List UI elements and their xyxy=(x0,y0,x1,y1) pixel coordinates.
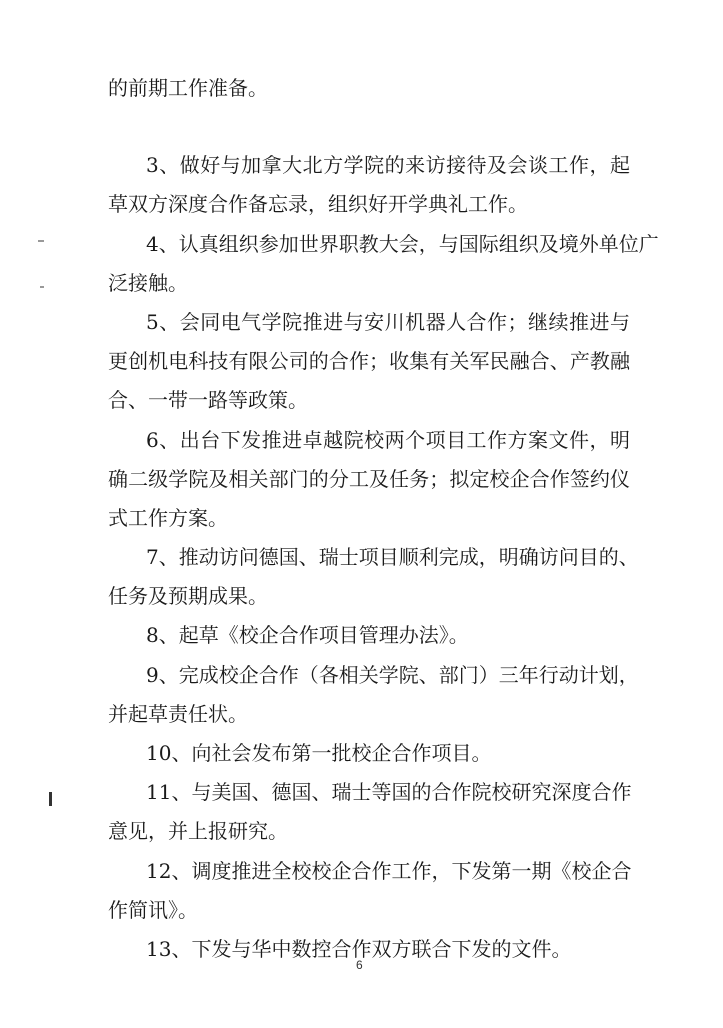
text-line: 12、调度推进全校校企合作工作，下发第一期《校企合 xyxy=(146,858,632,883)
text-line: 9、完成校企合作（各相关学院、部门）三年行动计划， xyxy=(146,662,639,687)
text-line: 5、会同电气学院推进与安川机器人合作；继续推进与 xyxy=(146,309,630,334)
text-line: 泛接触。 xyxy=(108,270,188,295)
text-line: 确二级学院及相关部门的分工及任务；拟定校企合作签约仪 xyxy=(108,466,630,491)
paragraph-item xyxy=(108,857,630,935)
text-line: 并起草责任状。 xyxy=(108,701,248,726)
scan-mark xyxy=(38,240,44,242)
text-line: 3、做好与加拿大北方学院的来访接待及会谈工作，起 xyxy=(146,153,630,178)
paragraph-item xyxy=(108,308,630,426)
paragraph-item xyxy=(108,230,659,308)
text-line: 的前期工作准备。 xyxy=(108,76,268,100)
text-line: 草双方深度合作备忘录，组织好开学典礼工作。 xyxy=(108,192,528,217)
text-line: 合、一带一路等政策。 xyxy=(108,388,308,413)
paragraph-continuation xyxy=(108,74,630,113)
text-line: 式工作方案。 xyxy=(108,505,228,530)
text-line: 更创机电科技有限公司的合作；收集有关军民融合、产教融 xyxy=(108,349,630,374)
scan-mark xyxy=(49,792,52,806)
page-number: 6 xyxy=(356,958,363,972)
paragraph-item xyxy=(108,739,630,778)
paragraph-item xyxy=(108,621,630,660)
text-line: 10、向社会发布第一批校企合作项目。 xyxy=(146,741,492,765)
paragraph-item xyxy=(108,778,630,856)
text-line: 6、出台下发推进卓越院校两个项目工作方案文件，明 xyxy=(146,427,630,452)
text-line: 8、起草《校企合作项目管理办法》。 xyxy=(146,623,469,648)
text-line: 13、下发与华中数控合作双方联合下发的文件。 xyxy=(146,936,572,961)
text-line: 作简讯》。 xyxy=(108,897,198,922)
paragraph-item xyxy=(108,426,630,544)
text-line: 7、推动访问德国、瑞士项目顺利完成，明确访问目的、 xyxy=(146,545,639,570)
paragraph-item xyxy=(108,151,630,229)
text-line: 11、与美国、德国、瑞士等国的合作院校研究深度合作 xyxy=(146,780,632,805)
text-line: 任务及预期成果。 xyxy=(108,584,268,609)
scan-mark xyxy=(40,286,44,288)
paragraph-item xyxy=(108,661,639,739)
text-line: 意见，并上报研究。 xyxy=(108,819,288,844)
text-line: 4、认真组织参加世界职教大会，与国际组织及境外单位广 xyxy=(146,231,659,256)
document-body xyxy=(108,74,659,974)
paragraph-item xyxy=(108,543,639,621)
paragraph-item xyxy=(108,935,630,974)
